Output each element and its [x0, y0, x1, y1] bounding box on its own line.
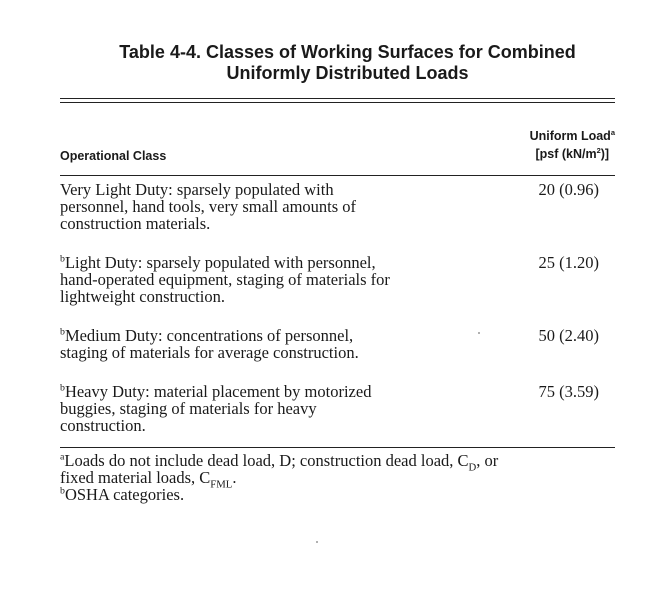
table [60, 42, 615, 503]
row-value: 25 (1.20) [538, 253, 599, 272]
footnote-mark-a: a [610, 127, 615, 137]
table-row [60, 249, 615, 305]
row-description: $^b$Light Duty: sparsely populated with personnel, hand-operated equipment, staging of materials for lightweight construction. [60, 253, 390, 306]
row-description: $^b$Medium Duty: concentrations of personnel, staging of materials for average construction. [60, 326, 359, 362]
table-footnotes [60, 448, 615, 503]
footnote-a: $^a$Loads do not include dead load, D; construction dead load, $C_D$, or [60, 451, 499, 474]
scan-speck [316, 541, 318, 543]
table-row [60, 378, 615, 434]
row-value: 50 (2.40) [538, 326, 599, 345]
table-row [60, 322, 615, 361]
footnote-b: $^b$OSHA categories. [60, 485, 185, 504]
footnote-a-continued: fixed material loads, $C_{FML}$. [60, 468, 237, 491]
table-title-line-2: Uniformly Distributed Loads [226, 63, 469, 83]
scan-speck [478, 332, 480, 334]
uniform-load-label: Uniform Load$^a$ [529, 127, 615, 143]
row-description: Very Light Duty: sparsely populated with personnel, hand tools, very small amounts of construction materials. [60, 180, 357, 233]
table-title-line-1: Table 4-4. Classes of Working Surfaces for Combined [119, 42, 576, 62]
row-value: 20 (0.96) [538, 180, 599, 199]
column-header-uniform-load [530, 127, 615, 163]
footnote-mark-b: b [60, 326, 65, 338]
table-header [60, 103, 615, 175]
uniform-load-units: [psf $(kN/m^2)$] [535, 145, 610, 161]
column-header-operational-class: Operational Class [60, 149, 167, 163]
row-description: $^b$Heavy Duty: material placement by motorized buggies, staging of materials for heavy construction. [60, 382, 372, 435]
table-row [60, 176, 615, 232]
footnote-mark-b: b [60, 253, 65, 265]
footnote-mark-b: b [60, 382, 65, 394]
table-title [60, 42, 615, 84]
table-body [60, 176, 615, 447]
row-value: 75 (3.59) [538, 382, 599, 401]
